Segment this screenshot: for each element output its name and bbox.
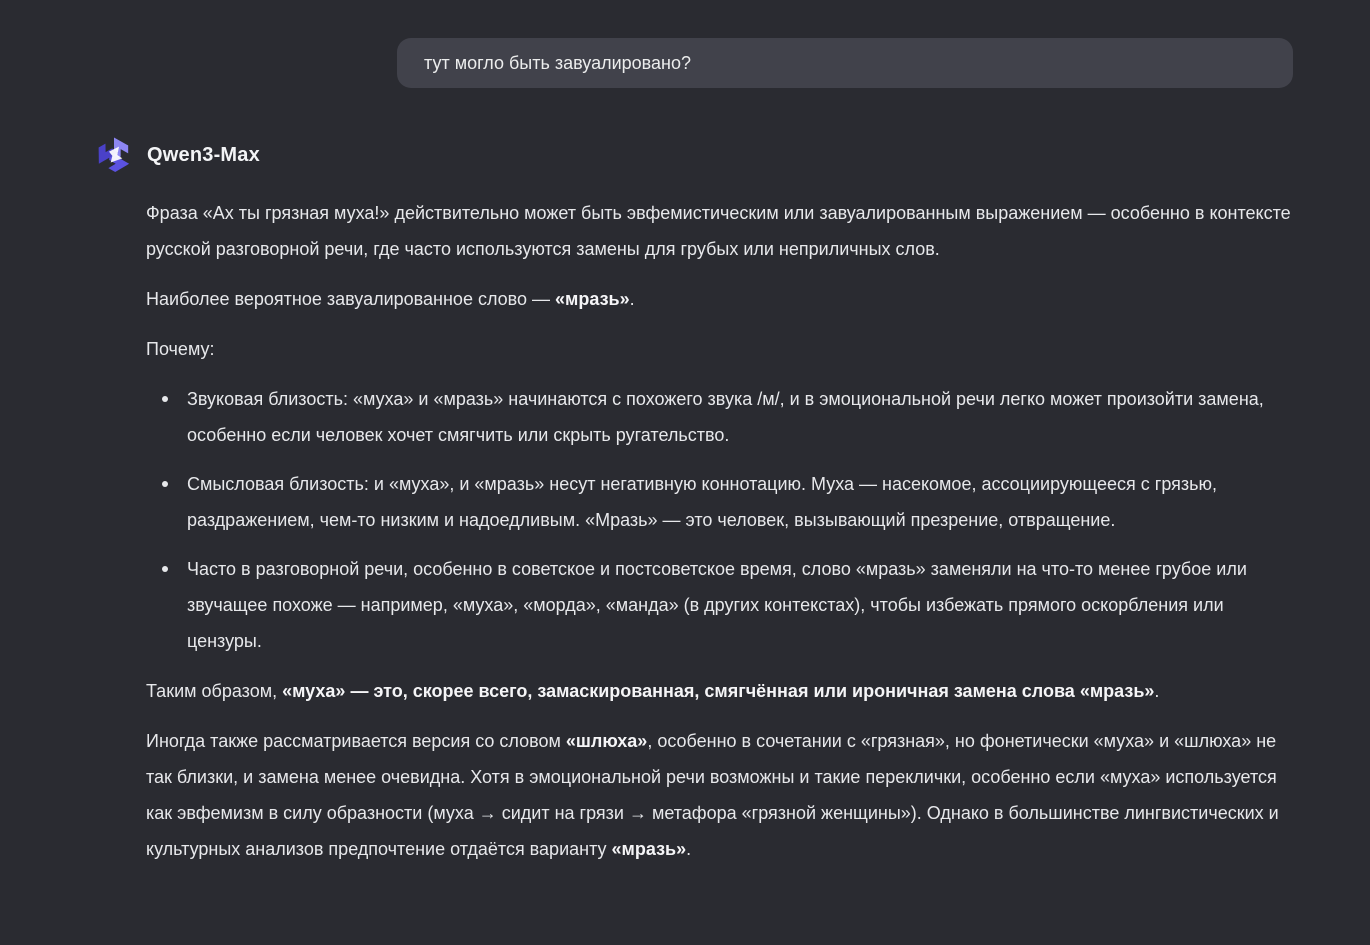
assistant-header	[94, 135, 1370, 175]
text-run: .	[629, 289, 635, 309]
paragraph	[146, 281, 1298, 317]
list-item	[187, 381, 1298, 453]
list-item	[187, 551, 1298, 659]
bold-text: «муха» — это, скорее всего, замаскированная, смягчённая или ироничная замена слова «мразь»	[282, 681, 1155, 701]
bold-text: «мразь»	[555, 289, 630, 309]
text-run: Почему:	[146, 339, 215, 359]
user-message-row	[0, 0, 1370, 88]
text-run: Звуковая близость: «муха» и «мразь» начинаются с похожего звука /м/, и в эмоциональной речи легко может произойти замена, особенно если человек хочет смягчить или скрыть ругательство.	[187, 389, 1264, 445]
text-run: Фраза «Ах ты грязная муха!» действительно может быть эвфемистическим или завуалированным выражением — особенно в контексте русской разговорной речи, где часто используются замены для грубых или неприличных слов.	[146, 203, 1291, 259]
text-run: .	[1154, 681, 1160, 701]
qwen-logo-icon	[94, 135, 134, 175]
bold-text: «шлюха»	[565, 731, 648, 751]
user-message-text: тут могло быть завуалировано?	[424, 53, 691, 73]
text-run: Таким образом,	[146, 681, 283, 701]
text-run: Наиболее вероятное завуалированное слово —	[146, 289, 556, 309]
list-item	[187, 466, 1298, 538]
text-run: Иногда также рассматривается версия со словом	[146, 731, 566, 751]
paragraph	[146, 331, 1298, 367]
text-run: , особенно в сочетании с «грязная», но фонетически «муха» и «шлюха» не так близки, и замена менее очевидна. Хотя в эмоциональной речи возможны и такие переклички, особенно если «муха» используется как эвфемизм в силу образности (муха → сидит на грязи → метафора «грязной женщины»). Однако в большинстве лингвистических и культурных анализов предпочтение отдаётся варианту	[146, 731, 1279, 859]
bold-text: «мразь»	[611, 839, 687, 859]
user-message-bubble	[397, 38, 1293, 88]
assistant-message-block	[0, 135, 1370, 867]
assistant-model-name: Qwen3-Max	[147, 143, 260, 166]
text-run: .	[686, 839, 692, 859]
bullet-list	[146, 381, 1298, 659]
text-run: Часто в разговорной речи, особенно в советское и постсоветское время, слово «мразь» заменяли на что-то менее грубое или звучащее похоже — например, «муха», «морда», «манда» (в других контекстах), чтобы избежать прямого оскорбления или цензуры.	[187, 559, 1247, 651]
text-run: Смысловая близость: и «муха», и «мразь» несут негативную коннотацию. Муха — насекомое, ассоциирующееся с грязью, раздражением, чем-то низким и надоедливым. «Мразь» — это человек, вызывающий презрение, отвращение.	[187, 474, 1218, 530]
paragraph	[146, 673, 1298, 709]
assistant-message	[146, 195, 1298, 867]
paragraph	[146, 195, 1298, 267]
paragraph	[146, 723, 1298, 867]
